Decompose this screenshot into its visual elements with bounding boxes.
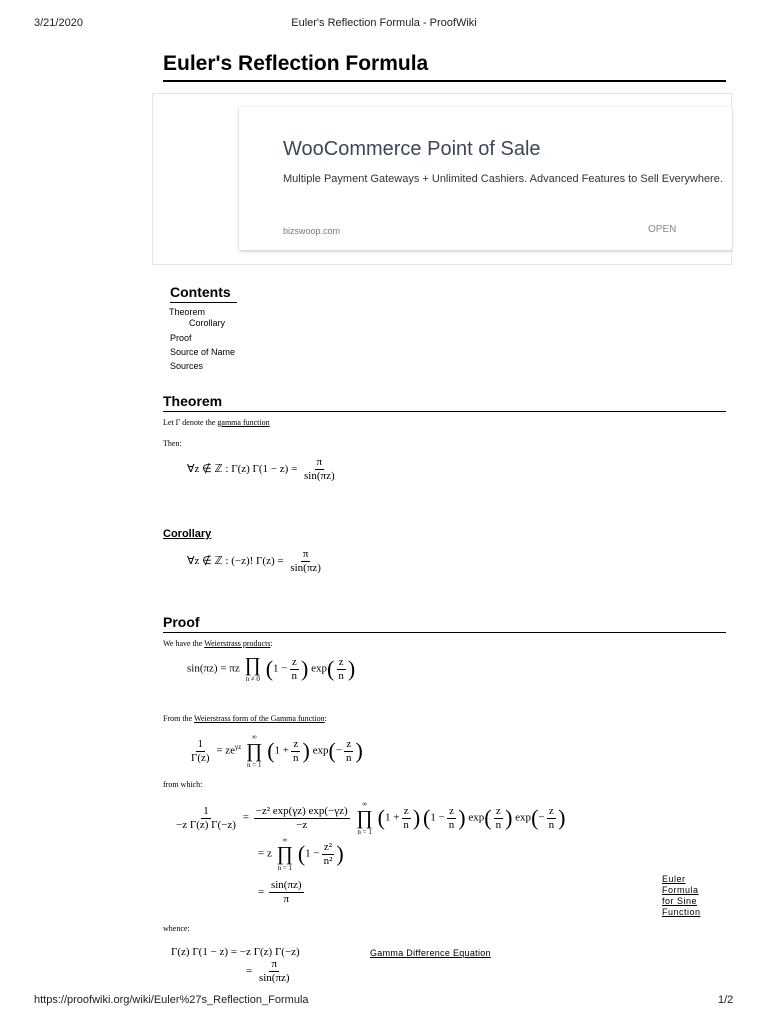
toc-title: Contents: [170, 284, 231, 300]
toc-item-proof[interactable]: Proof: [170, 333, 192, 343]
page-title: Euler's Reflection Formula: [163, 52, 429, 75]
ad-title[interactable]: WooCommerce Point of Sale: [283, 138, 541, 160]
print-date: 3/21/2020: [34, 17, 83, 29]
toc-item-corollary[interactable]: Corollary: [189, 318, 226, 328]
print-page-number: 1/2: [718, 994, 734, 1006]
theorem-heading: Theorem: [163, 393, 223, 409]
proof-equation-3: $\frac{1}{\text{−z Γ(z) Γ(−z)}}$ = $\frac{\text{−z² exp(γz) exp(−γz)}}{-z}$ ∞ ∏ n = 1 (1 + $\frac{z}{n}$ ) (1 − $\frac{z}{n}$ ) exp( $\frac{z}{n}$ ) exp(− $\frac{z}{n}$ ): [176, 800, 566, 836]
proof-weierstrass-text: We have the Weierstrass products:: [163, 639, 273, 648]
toc-item-source-of-name[interactable]: Source of Name: [170, 347, 236, 357]
ad-open-button[interactable]: OPEN: [648, 224, 677, 235]
ad-description: Multiple Payment Gateways + Unlimited Cashiers. Advanced Features to Sell Everywhere.: [283, 173, 723, 185]
gamma-difference-equation-link[interactable]: Gamma Difference Equation: [370, 948, 491, 958]
proof-heading: Proof: [163, 614, 200, 630]
theorem-divider: [163, 411, 726, 412]
proof-whence-text: whence:: [163, 924, 190, 933]
proof-equation-2: $\frac{1}{\Gamma(z)}$ = $ze^{\gamma z}$ ∞ ∏ n = 1 (1 + $\frac{z}{n}$ ) exp(− $\frac{z}{n}$ ): [191, 733, 363, 769]
toc-item-sources[interactable]: Sources: [170, 361, 204, 371]
gamma-function-link[interactable]: gamma function: [217, 418, 270, 427]
weierstrass-gamma-link[interactable]: Weierstrass form of the Gamma function: [193, 714, 325, 723]
proof-equation-5: = $\frac{\sin(\pi z)}{\pi}$: [258, 879, 302, 905]
proof-divider: [163, 632, 726, 633]
ad-domain: bizswoop.com: [283, 226, 341, 236]
theorem-equation: ∀z ∉ ℤ : Γ(z) Γ(1 − z) = $\frac{\pi}{\sin(\pi z)}$: [187, 456, 335, 482]
proof-equation-6: Γ(z) Γ(1 − z) = −z Γ(z) Γ(−z): [171, 946, 300, 958]
corollary-heading[interactable]: Corollary: [163, 528, 212, 540]
theorem-let-text: Let Γ denote the gamma function: [163, 418, 270, 427]
proof-from-which-text: from which:: [163, 780, 203, 789]
proof-equation-4: = z ∞ ∏ n = 1 (1 − $\frac{\text{z²}}{\text{n²}}$ ): [258, 836, 344, 872]
weierstrass-products-link[interactable]: Weierstrass products: [204, 639, 271, 648]
theorem-then-text: Then:: [163, 439, 182, 448]
toc-item-theorem[interactable]: Theorem: [169, 307, 206, 317]
title-divider: [163, 80, 726, 82]
proof-equation-7: = $\frac{\pi}{\sin(\pi z)}$: [246, 958, 290, 984]
euler-sine-link[interactable]: Euler Formula for Sine Function: [662, 874, 701, 917]
print-url: https://proofwiki.org/wiki/Euler%27s_Reflection_Formula: [34, 994, 309, 1006]
print-title: Euler's Reflection Formula - ProofWiki: [291, 17, 477, 29]
toc-divider: [170, 302, 237, 303]
proof-equation-1: sin(πz) = πz ∏ n ≠ 0 (1 − $\frac{z}{n}$ ) exp( $\frac{z}{n}$ ): [187, 654, 356, 683]
proof-gamma-text: From the Weierstrass form of the Gamma function:: [163, 714, 327, 723]
corollary-equation: ∀z ∉ ℤ : (−z)! Γ(z) = $\frac{\pi}{\sin(\pi z)}$: [187, 548, 321, 574]
